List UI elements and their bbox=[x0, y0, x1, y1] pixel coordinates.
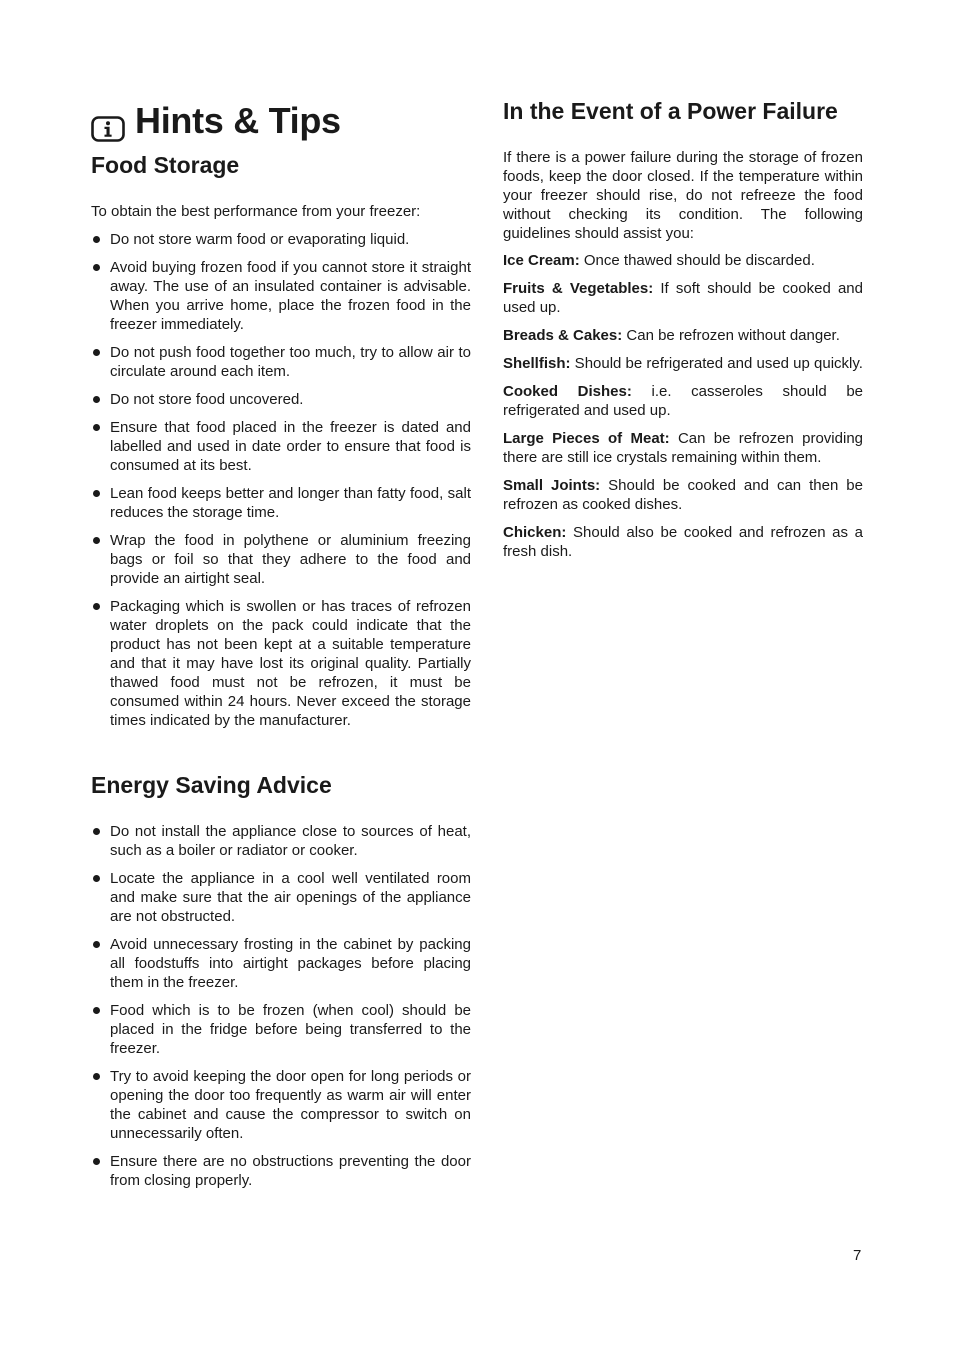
guideline-item bbox=[503, 279, 863, 317]
list-item bbox=[91, 597, 471, 730]
bullet-icon bbox=[93, 1158, 100, 1165]
list-item-text: Avoid unnecessary frosting in the cabinet by packing all foodstuffs into airtight packages before placing them in the freezer. bbox=[110, 936, 471, 991]
guideline-label: Shellfish: bbox=[503, 355, 571, 372]
list-item-text: Food which is to be frozen (when cool) should be placed in the fridge before being transferred to the freezer. bbox=[110, 1002, 471, 1057]
list-item bbox=[91, 418, 471, 475]
guideline-label: Small Joints: bbox=[503, 477, 601, 494]
list-item-text: Avoid buying frozen food if you cannot store it straight away. The use of an insulated container is advisable. When you arrive home, place the frozen food in the freezer immediately. bbox=[110, 259, 471, 333]
bullet-icon bbox=[93, 264, 100, 271]
list-item-text: Wrap the food in polythene or aluminium freezing bags or foil so that they adhere to the food and provide an airtight seal. bbox=[110, 532, 471, 587]
power-failure-guidelines bbox=[503, 251, 863, 570]
bullet-icon bbox=[93, 236, 100, 243]
guideline-label: Chicken: bbox=[503, 524, 567, 541]
guideline-text: Once thawed should be discarded. bbox=[579, 252, 815, 269]
guideline-text: Should be cooked and can then be refrozen as cooked dishes. bbox=[503, 477, 863, 513]
bullet-icon bbox=[93, 828, 100, 835]
list-item bbox=[91, 1001, 471, 1058]
guideline-text: If soft should be cooked and used up. bbox=[503, 280, 863, 316]
guideline-text: i.e. casseroles should be refrigerated and used up. bbox=[503, 383, 864, 419]
guideline-item bbox=[503, 476, 863, 514]
list-item bbox=[91, 531, 471, 588]
list-item bbox=[91, 258, 471, 334]
bullet-icon bbox=[93, 424, 100, 431]
bullet-icon bbox=[93, 1007, 100, 1014]
list-item bbox=[91, 1152, 471, 1190]
list-item-text: Try to avoid keeping the door open for long periods or opening the door too frequently as warm air will enter the cabinet and cause the compressor to switch on unnecessarily often. bbox=[110, 1068, 471, 1142]
list-item-text: Locate the appliance in a cool well ventilated room and make sure that the air openings of the appliance are not obstructed. bbox=[110, 870, 471, 925]
bullet-icon bbox=[93, 490, 100, 497]
guideline-item bbox=[503, 523, 863, 561]
guideline-text: Can be refrozen without danger. bbox=[622, 327, 840, 344]
list-item-text: Lean food keeps better and longer than fatty food, salt reduces the storage time. bbox=[110, 485, 471, 521]
list-item bbox=[91, 343, 471, 381]
list-item bbox=[91, 935, 471, 992]
bullet-icon bbox=[93, 396, 100, 403]
energy-saving-list bbox=[91, 822, 471, 1199]
list-item bbox=[91, 230, 471, 249]
power-failure-heading: In the Event of a Power Failure bbox=[503, 98, 838, 124]
bullet-icon bbox=[93, 349, 100, 356]
guideline-label: Breads & Cakes: bbox=[503, 327, 623, 344]
bullet-icon bbox=[93, 875, 100, 882]
guideline-label: Cooked Dishes: bbox=[503, 383, 632, 400]
list-item bbox=[91, 390, 471, 409]
list-item bbox=[91, 1067, 471, 1143]
page-number: 7 bbox=[853, 1247, 862, 1264]
list-item bbox=[91, 484, 471, 522]
list-item-text: Do not install the appliance close to sources of heat, such as a boiler or radiator or cooker. bbox=[110, 823, 471, 859]
food-storage-heading: Food Storage bbox=[91, 152, 240, 178]
list-item-text: Do not push food together too much, try to allow air to circulate around each item. bbox=[110, 344, 471, 380]
guideline-label: Large Pieces of Meat: bbox=[503, 430, 670, 447]
guideline-text: Can be refrozen providing there are still ice crystals remaining within them. bbox=[503, 430, 863, 466]
page-title bbox=[91, 100, 341, 142]
guideline-text: Should also be cooked and refrozen as a fresh dish. bbox=[503, 524, 863, 560]
list-item-text: Ensure that food placed in the freezer is dated and labelled and used in date order to ensure that food is consumed at its best. bbox=[110, 419, 471, 474]
bullet-icon bbox=[93, 941, 100, 948]
bullet-icon bbox=[93, 537, 100, 544]
list-item bbox=[91, 822, 471, 860]
page-title-text: Hints & Tips bbox=[135, 100, 341, 141]
energy-saving-heading: Energy Saving Advice bbox=[91, 772, 332, 798]
list-item-text: Do not store warm food or evaporating liquid. bbox=[110, 231, 410, 248]
list-item-text: Ensure there are no obstructions preventing the door from closing properly. bbox=[110, 1153, 471, 1189]
guideline-label: Fruits & Vegetables: bbox=[503, 280, 654, 297]
food-storage-intro: To obtain the best performance from your freezer: bbox=[91, 203, 421, 220]
guideline-label: Ice Cream: bbox=[503, 252, 580, 269]
power-failure-intro: If there is a power failure during the storage of frozen foods, keep the door closed. If the temperature within your freezer should rise, do not refreeze the food without checking its condition. The following guidelines should assist you: bbox=[503, 149, 863, 242]
guideline-item bbox=[503, 251, 863, 270]
guideline-item bbox=[503, 354, 863, 373]
bullet-icon bbox=[93, 603, 100, 610]
guideline-item bbox=[503, 326, 863, 345]
food-storage-list bbox=[91, 230, 471, 739]
guideline-item bbox=[503, 429, 863, 467]
bullet-icon bbox=[93, 1073, 100, 1080]
guideline-item bbox=[503, 382, 863, 420]
list-item-text: Packaging which is swollen or has traces of refrozen water droplets on the pack could indicate that the product has not been kept at a suitable temperature and that it may have lost its original quality. Partially thawed food must not be refrozen, it must be consumed within 24 hours. Never exceed the storage times indicated by the manufacturer. bbox=[110, 598, 471, 729]
guideline-text: Should be refrigerated and used up quickly. bbox=[570, 355, 863, 372]
list-item bbox=[91, 869, 471, 926]
info-icon bbox=[91, 109, 125, 135]
list-item-text: Do not store food uncovered. bbox=[110, 391, 304, 408]
